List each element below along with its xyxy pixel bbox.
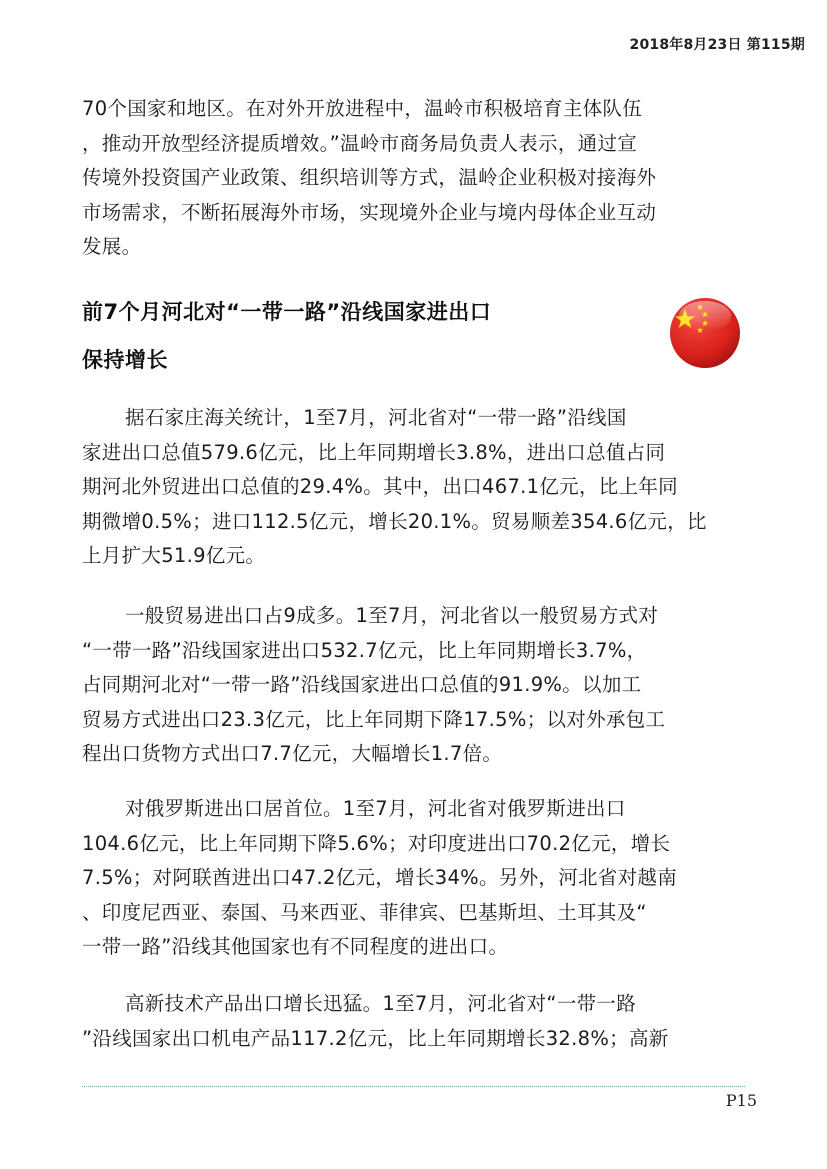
paragraph-general-trade: [82, 599, 742, 772]
text-line: 程出口货物方式出口7.7亿元，大幅增长1.7倍。: [82, 742, 503, 765]
footer-divider: [82, 1086, 745, 1087]
text-line: 70个国家和地区。在对外开放进程中，温岭市积极培育主体队伍: [82, 97, 643, 120]
text-line: 市场需求，不断拓展海外市场，实现境外企业与境内母体企业互动: [82, 200, 657, 224]
text-line: 一带一路”沿线其他国家也有不同程度的进出口。: [82, 935, 509, 958]
text-line: 期微增0.5%；进口112.5亿元，增长20.1%。贸易顺差354.6亿元，比: [82, 509, 707, 533]
section-title-line-1: 前7个月河北对“一带一路”沿线国家进出口: [82, 300, 492, 324]
paragraph-high-tech-exports: [82, 987, 742, 1056]
text-line: “一带一路”沿线国家进出口532.7亿元，比上年同期增长3.7%，: [82, 638, 647, 662]
text-line: 期河北外贸进出口总值的29.4%。其中，出口467.1亿元，比上年同: [82, 475, 678, 498]
text-line: 传境外投资国产业政策、组织培训等方式，温岭企业积极对接海外: [82, 166, 657, 189]
text-line: 占同期河北对“一带一路”沿线国家进出口总值的91.9%。以加工: [82, 673, 642, 696]
intro-paragraph: [82, 92, 742, 265]
text-line: 家进出口总值579.6亿元，比上年同期增长3.8%，进出口总值占同: [82, 440, 666, 464]
text-line: 发展。: [82, 235, 142, 258]
paragraph-trade-summary: [82, 401, 742, 574]
text-line: 高新技术产品出口增长迅猛。1至7月，河北省对“一带一路: [125, 992, 637, 1015]
section-title-line-2: 保持增长: [82, 348, 168, 372]
text-line: ”沿线国家出口机电产品117.2亿元，比上年同期增长32.8%；高新: [82, 1026, 669, 1050]
text-line: 一般贸易进出口占9成多。1至7月，河北省以一般贸易方式对: [125, 604, 659, 627]
page-number: P15: [725, 1091, 757, 1110]
text-line: 据石家庄海关统计，1至7月，河北省对“一带一路”沿线国: [125, 406, 627, 429]
text-line: 7.5%；对阿联酋进出口47.2亿元，增长34%。另外，河北省对越南: [82, 866, 677, 889]
text-line: 104.6亿元，比上年同期下降5.6%；对印度进出口70.2亿元，增长: [82, 831, 671, 855]
paragraph-russia-trade: [82, 792, 742, 965]
text-line: 贸易方式进出口23.3亿元，比上年同期下降17.5%；以对外承包工: [82, 707, 666, 731]
issue-date-header: 2018年8月23日 第115期: [629, 37, 805, 53]
text-line: 上月扩大51.9亿元。: [82, 544, 266, 567]
text-line: 、印度尼西亚、泰国、马来西亚、菲律宾、巴基斯坦、土耳其及“: [82, 900, 647, 924]
text-line: ，推动开放型经济提质增效。”温岭市商务局负责人表示，通过宣: [82, 131, 638, 155]
text-line: 对俄罗斯进出口居首位。1至7月，河北省对俄罗斯进出口: [125, 797, 626, 820]
china-flag-circle-icon: [668, 296, 742, 370]
